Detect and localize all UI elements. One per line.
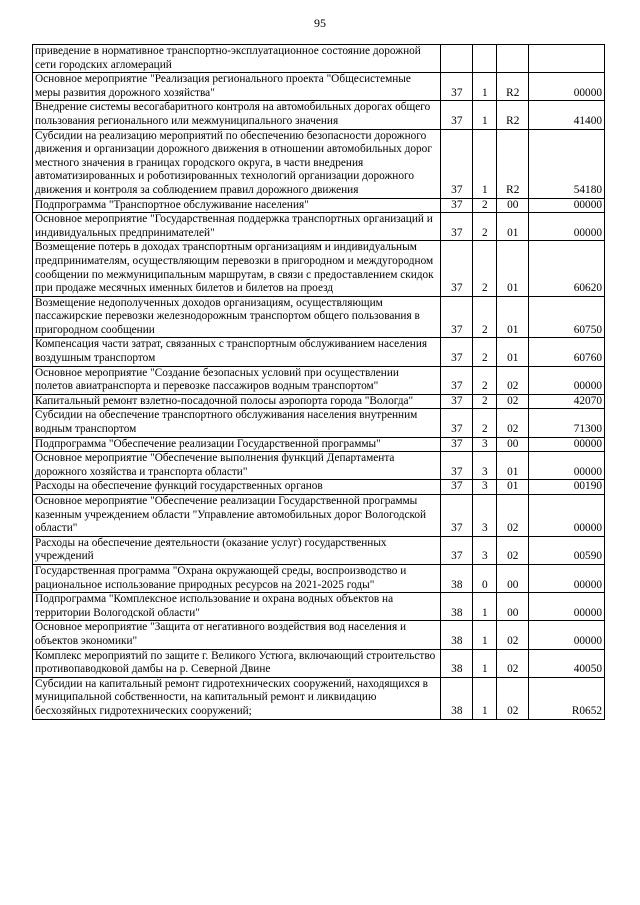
table-row xyxy=(33,338,605,366)
row-name: Субсидии на обеспечение транспортного обслуживания населения внутренним водным транспортом xyxy=(33,409,441,437)
program-code: 37 xyxy=(441,129,473,198)
expense-code: 00000 xyxy=(529,564,605,592)
subprogram-code: 2 xyxy=(473,296,497,338)
expense-code: 00000 xyxy=(529,437,605,452)
expense-code: 42070 xyxy=(529,394,605,409)
subprogram-code: 3 xyxy=(473,437,497,452)
program-code: 37 xyxy=(441,394,473,409)
expense-code: 60620 xyxy=(529,241,605,296)
row-name: Основное мероприятие "Государственная поддержка транспортных организаций и индивидуальных предпринимателей" xyxy=(33,213,441,241)
program-code: 37 xyxy=(441,296,473,338)
program-code: 37 xyxy=(441,213,473,241)
event-code: 01 xyxy=(497,213,529,241)
row-name: Комплекс мероприятий по защите г. Великого Устюга, включающий строительство противопаводковой дамбы на р. Северной Двине xyxy=(33,649,441,677)
expense-code: 00000 xyxy=(529,495,605,537)
expense-code: 00000 xyxy=(529,213,605,241)
subprogram-code: 2 xyxy=(473,338,497,366)
expense-code: 00590 xyxy=(529,536,605,564)
subprogram-code: 3 xyxy=(473,536,497,564)
program-code: 37 xyxy=(441,480,473,495)
program-code: 37 xyxy=(441,495,473,537)
row-name: Возмещение недополученных доходов организациям, осуществляющим пассажирские перевозки железнодорожным транспортом общего пользования в пригородном сообщении xyxy=(33,296,441,338)
subprogram-code: 3 xyxy=(473,495,497,537)
event-code: R2 xyxy=(497,73,529,101)
row-name: Государственная программа "Охрана окружающей среды, воспроизводство и рациональное использование природных ресурсов на 2021-2025 годы" xyxy=(33,564,441,592)
subprogram-code xyxy=(473,45,497,73)
table-row xyxy=(33,677,605,719)
program-code: 37 xyxy=(441,452,473,480)
program-code xyxy=(441,45,473,73)
event-code: 01 xyxy=(497,452,529,480)
expense-code: 00000 xyxy=(529,198,605,213)
table-row xyxy=(33,564,605,592)
subprogram-code: 1 xyxy=(473,649,497,677)
event-code: R2 xyxy=(497,129,529,198)
program-code: 38 xyxy=(441,564,473,592)
expense-code: 00000 xyxy=(529,452,605,480)
table-row xyxy=(33,621,605,649)
row-name: Основное мероприятие "Реализация регионального проекта "Общесистемные меры развития дорожного хозяйства" xyxy=(33,73,441,101)
table-row xyxy=(33,198,605,213)
table-row xyxy=(33,480,605,495)
subprogram-code: 1 xyxy=(473,677,497,719)
expense-code: 00000 xyxy=(529,593,605,621)
program-code: 37 xyxy=(441,73,473,101)
table-row xyxy=(33,394,605,409)
table-row xyxy=(33,649,605,677)
expense-code: 71300 xyxy=(529,409,605,437)
program-code: 37 xyxy=(441,536,473,564)
row-name: Компенсация части затрат, связанных с транспортным обслуживанием населения воздушным транспортом xyxy=(33,338,441,366)
subprogram-code: 1 xyxy=(473,129,497,198)
subprogram-code: 2 xyxy=(473,198,497,213)
expense-code: 41400 xyxy=(529,101,605,129)
row-name: Основное мероприятие "Обеспечение выполнения функций Департамента дорожного хозяйства и транспорта области" xyxy=(33,452,441,480)
event-code xyxy=(497,45,529,73)
event-code: R2 xyxy=(497,101,529,129)
subprogram-code: 1 xyxy=(473,621,497,649)
event-code: 02 xyxy=(497,394,529,409)
table-row xyxy=(33,241,605,296)
table-row xyxy=(33,452,605,480)
row-name: Основное мероприятие "Защита от негативного воздействия вод населения и объектов экономики" xyxy=(33,621,441,649)
expense-code: 00190 xyxy=(529,480,605,495)
program-code: 38 xyxy=(441,649,473,677)
table-row xyxy=(33,495,605,537)
program-code: 37 xyxy=(441,437,473,452)
subprogram-code: 2 xyxy=(473,241,497,296)
row-name: Субсидии на реализацию мероприятий по обеспечению безопасности дорожного движения и организации дорожного движения в отношении автомобильных дорог местного значения в границах городского округа, в части внедрения автоматизированных и роботизированных технологий организации дорожного движения и контроля за соблюдением правил дорожного движения xyxy=(33,129,441,198)
subprogram-code: 2 xyxy=(473,409,497,437)
table-row xyxy=(33,213,605,241)
table-row xyxy=(33,409,605,437)
subprogram-code: 3 xyxy=(473,452,497,480)
subprogram-code: 2 xyxy=(473,366,497,394)
event-code: 02 xyxy=(497,536,529,564)
event-code: 02 xyxy=(497,495,529,537)
table-row xyxy=(33,129,605,198)
event-code: 00 xyxy=(497,198,529,213)
expense-code: 60760 xyxy=(529,338,605,366)
program-code: 37 xyxy=(441,101,473,129)
table-row xyxy=(33,73,605,101)
program-code: 38 xyxy=(441,621,473,649)
program-code: 37 xyxy=(441,409,473,437)
expense-code: 00000 xyxy=(529,621,605,649)
row-name: Подпрограмма "Транспортное обслуживание населения" xyxy=(33,198,441,213)
page-number: 95 xyxy=(314,16,326,30)
program-code: 38 xyxy=(441,593,473,621)
expense-code: 60750 xyxy=(529,296,605,338)
event-code: 01 xyxy=(497,338,529,366)
table-row xyxy=(33,296,605,338)
row-name: Подпрограмма "Комплексное использование и охрана водных объектов на территории Вологодской области" xyxy=(33,593,441,621)
row-name: Основное мероприятие "Создание безопасных условий при осуществлении полетов авиатранспорта и перевозке пассажиров водным транспортом" xyxy=(33,366,441,394)
table-row xyxy=(33,45,605,73)
expense-code: 00000 xyxy=(529,366,605,394)
event-code: 02 xyxy=(497,649,529,677)
event-code: 00 xyxy=(497,593,529,621)
subprogram-code: 0 xyxy=(473,564,497,592)
table-body xyxy=(33,45,605,720)
event-code: 01 xyxy=(497,241,529,296)
subprogram-code: 1 xyxy=(473,593,497,621)
program-code: 37 xyxy=(441,198,473,213)
event-code: 02 xyxy=(497,621,529,649)
row-name: Подпрограмма "Обеспечение реализации Государственной программы" xyxy=(33,437,441,452)
event-code: 01 xyxy=(497,296,529,338)
expense-code: 40050 xyxy=(529,649,605,677)
row-name: Возмещение потерь в доходах транспортным организациям и индивидуальным предпринимателям, осуществляющим перевозки в пригородном и междугородном сообщении по межмуниципальным маршрутам, в связи с предоставлением скидок при продаже месячных именных билетов и билетов на проезд xyxy=(33,241,441,296)
table-row xyxy=(33,593,605,621)
program-code: 37 xyxy=(441,338,473,366)
event-code: 01 xyxy=(497,480,529,495)
event-code: 00 xyxy=(497,437,529,452)
event-code: 00 xyxy=(497,564,529,592)
program-code: 37 xyxy=(441,366,473,394)
subprogram-code: 2 xyxy=(473,213,497,241)
subprogram-code: 1 xyxy=(473,73,497,101)
event-code: 02 xyxy=(497,366,529,394)
row-name: Основное мероприятие "Обеспечение реализации Государственной программы казенным учреждением области "Управление автомобильных дорог Вологодской области" xyxy=(33,495,441,537)
row-name: Внедрение системы весогабаритного контроля на автомобильных дорогах общего пользования регионального или межмуниципального значения xyxy=(33,101,441,129)
table-row xyxy=(33,366,605,394)
table-row xyxy=(33,101,605,129)
row-name: приведение в нормативное транспортно-эксплуатационное состояние дорожной сети городских агломераций xyxy=(33,45,441,73)
table-row xyxy=(33,437,605,452)
subprogram-code: 1 xyxy=(473,101,497,129)
event-code: 02 xyxy=(497,677,529,719)
budget-classification-table xyxy=(32,44,605,720)
expense-code: 00000 xyxy=(529,73,605,101)
row-name: Расходы на обеспечение деятельности (оказание услуг) государственных учреждений xyxy=(33,536,441,564)
event-code: 02 xyxy=(497,409,529,437)
subprogram-code: 2 xyxy=(473,394,497,409)
row-name: Расходы на обеспечение функций государственных органов xyxy=(33,480,441,495)
expense-code xyxy=(529,45,605,73)
subprogram-code: 3 xyxy=(473,480,497,495)
row-name: Капитальный ремонт взлетно-посадочной полосы аэропорта города "Вологда" xyxy=(33,394,441,409)
program-code: 37 xyxy=(441,241,473,296)
expense-code: R0652 xyxy=(529,677,605,719)
program-code: 38 xyxy=(441,677,473,719)
row-name: Субсидии на капитальный ремонт гидротехнических сооружений, находящихся в муниципальной собственности, на капитальный ремонт и ликвидацию бесхозяйных гидротехнических сооружений; xyxy=(33,677,441,719)
expense-code: 54180 xyxy=(529,129,605,198)
table-row xyxy=(33,536,605,564)
